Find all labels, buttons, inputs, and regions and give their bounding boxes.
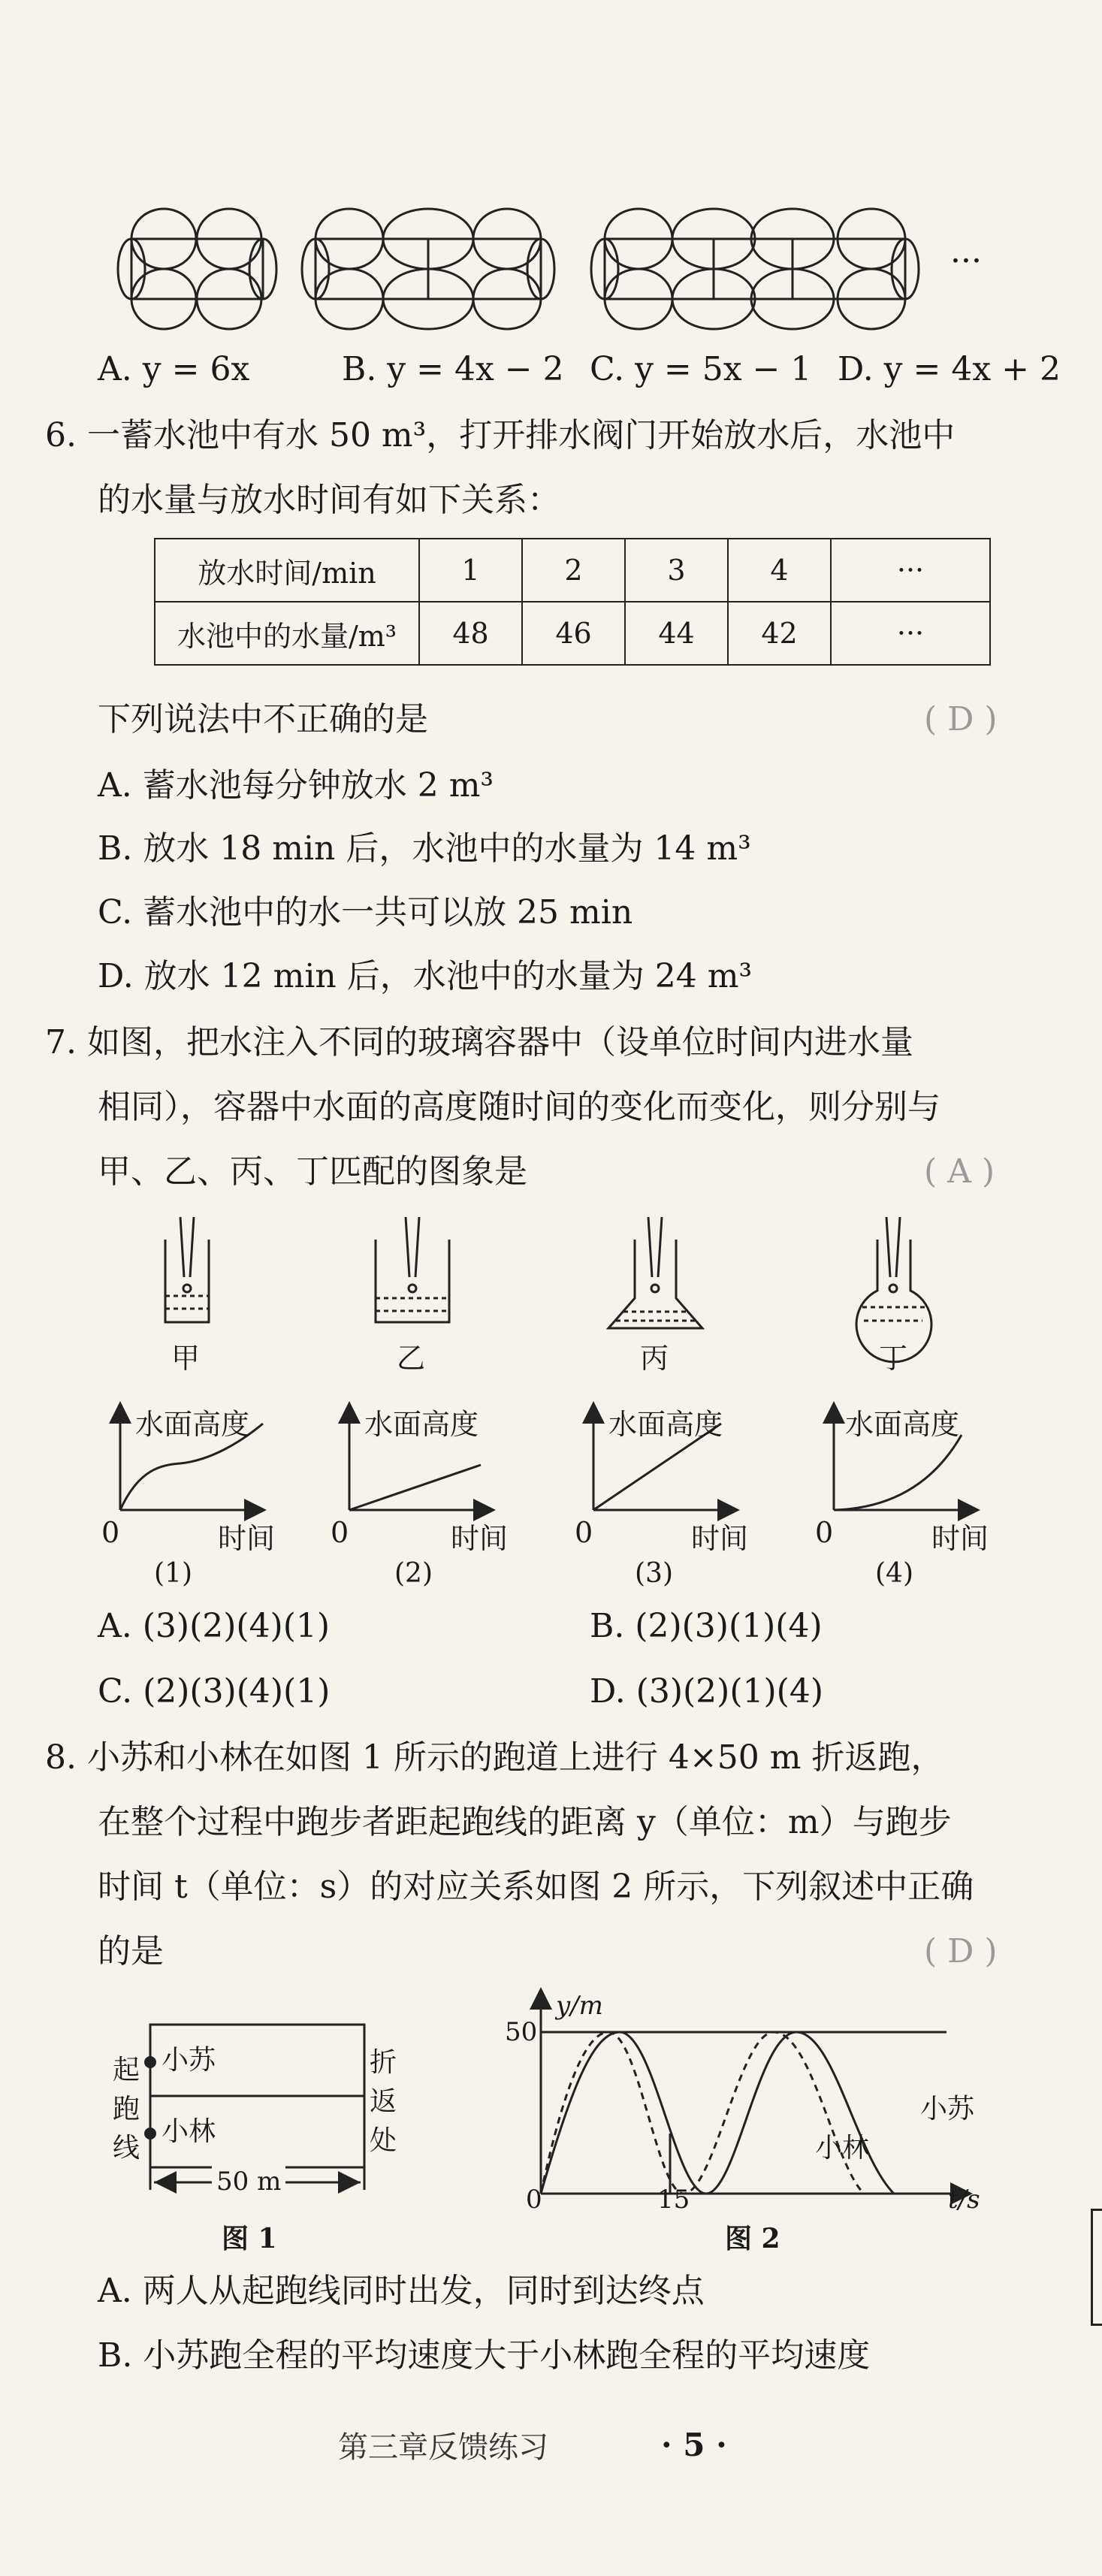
q8-fig1-startline: 起 [113,2055,140,2085]
q7-graph1-ylabel: 水面高度 [135,1408,250,1441]
q6-answer: ( D ) [924,700,998,738]
q8-fig2-curve2-label: 小林 [815,2133,870,2164]
q7-answer: ( A ) [924,1152,995,1191]
q6-line1: 6. 一蓄水池中有水 50 m³，打开排水阀门开始放水后，水池中 [45,416,956,454]
q7-graph2-ylabel: 水面高度 [364,1408,479,1441]
q8-line1: 8. 小苏和小林在如图 1 所示的跑道上进行 4×50 m 折返跑， [45,1738,944,1777]
q5-option-c: C. y = 5x − 1 [590,350,812,388]
q5-ellipsis: ··· [950,242,982,280]
q7-graph4-ylabel: 水面高度 [845,1408,960,1441]
q6-option-d: D. 放水 12 min 后，水池中的水量为 24 m³ [98,957,753,995]
q8-fig2-xlabel: t/s [948,2185,980,2215]
q8-fig2-ylabel: y/m [556,1991,603,2021]
q7-graph3-number: (3) [635,1558,673,1589]
q8-fig1-length: 50 m [212,2159,285,2204]
q8-fig1-turnpoint: 返 [370,2086,397,2117]
q7-option-d: D. (3)(2)(1)(4) [590,1672,823,1711]
side-tab [1091,2209,1102,2326]
q8-fig2-curve1-label: 小苏 [920,2094,975,2125]
q7-container-label: 丙 [640,1342,669,1375]
q7-graph4-xlabel: 时间 [931,1522,989,1555]
q6-stem: 下列说法中不正确的是 [98,700,428,738]
q7-graph1-xlabel: 时间 [218,1522,276,1555]
q5-option-a: A. y = 6x [98,350,250,388]
q8-fig1-turnpoint: 折 [370,2047,397,2078]
q7-graph2-origin: 0 [331,1516,349,1549]
q7-graph3-ylabel: 水面高度 [608,1408,723,1441]
q6-table [154,538,991,666]
q8-fig1-startline: 线 [113,2133,140,2164]
q8-fig2-caption: 图 2 [725,2223,780,2254]
q7-graph4-number: (4) [875,1558,913,1589]
q7-container-label: 甲 [171,1342,201,1375]
q8-answer: ( D ) [924,1932,998,1971]
table-row [155,539,990,602]
q7-line2: 相同），容器中水面的高度随时间的变化而变化，则分别与 [98,1088,940,1126]
table-cell: ··· [831,539,990,602]
q8-line2: 在整个过程中跑步者距起跑线的距离 y（单位：m）与跑步 [98,1803,952,1841]
q7-line3: 甲、乙、丙、丁匹配的图象是 [98,1152,527,1191]
q5-pattern-figure [0,0,1102,353]
table-cell: ··· [831,602,990,665]
footer-chapter: 第三章反馈练习 [338,2430,548,2465]
table-row [155,602,990,665]
q6-option-a: A. 蓄水池每分钟放水 2 m³ [98,766,494,805]
q7-graph3-xlabel: 时间 [691,1522,749,1555]
q5-option-d: D. y = 4x + 2 [838,350,1061,388]
q8-line3: 时间 t（单位：s）的对应关系如图 2 所示，下列叙述中正确 [98,1868,974,1906]
q8-fig1-startline: 跑 [113,2094,140,2125]
table-cell-label: 放水时间/min [155,539,419,602]
q6-option-b: B. 放水 18 min 后，水池中的水量为 14 m³ [98,829,751,868]
table-cell: 3 [625,539,728,602]
table-cell: 44 [625,602,728,665]
q7-graph1-number: (1) [154,1558,192,1589]
q8-line4: 的是 [98,1932,164,1971]
table-cell-label: 水池中的水量/m³ [155,602,419,665]
q8-fig2-xtick: 15 [657,2185,690,2215]
q7-container-label: 丁 [879,1342,908,1375]
q7-option-c: C. (2)(3)(4)(1) [98,1672,331,1711]
q6-option-c: C. 蓄水池中的水一共可以放 25 min [98,893,633,932]
table-cell: 4 [728,539,831,602]
q8-fig1-runner1: 小苏 [162,2045,216,2076]
q8-fig1-runner2: 小林 [162,2116,216,2147]
q7-line1: 7. 如图，把水注入不同的玻璃容器中（设单位时间内进水量 [45,1023,913,1062]
q8-fig1-caption: 图 1 [222,2223,277,2254]
table-cell: 1 [419,539,522,602]
q7-graph2-number: (2) [394,1558,433,1589]
q6-line2: 的水量与放水时间有如下关系： [98,481,560,519]
q7-containers-figure [0,1202,1102,1397]
q7-option-a: A. (3)(2)(4)(1) [98,1607,331,1645]
table-cell: 48 [419,602,522,665]
q7-graph2-xlabel: 时间 [451,1522,509,1555]
q8-fig1-turnpoint: 处 [370,2125,397,2156]
q8-fig2-origin: 0 [526,2185,542,2215]
q8-option-a: A. 两人从起跑线同时出发，同时到达终点 [98,2272,705,2310]
table-cell: 46 [522,602,625,665]
q8-fig2-ytick: 50 [505,2017,538,2047]
q7-option-b: B. (2)(3)(1)(4) [590,1607,823,1645]
q5-option-b: B. y = 4x − 2 [342,350,564,388]
footer-page-number: · 5 · [661,2427,727,2463]
table-cell: 42 [728,602,831,665]
q8-option-b: B. 小苏跑全程的平均速度大于小林跑全程的平均速度 [98,2336,871,2375]
q7-graph4-origin: 0 [815,1516,834,1549]
q7-graph1-origin: 0 [101,1516,120,1549]
q7-graph3-origin: 0 [575,1516,593,1549]
q7-container-label: 乙 [397,1342,426,1375]
table-cell: 2 [522,539,625,602]
